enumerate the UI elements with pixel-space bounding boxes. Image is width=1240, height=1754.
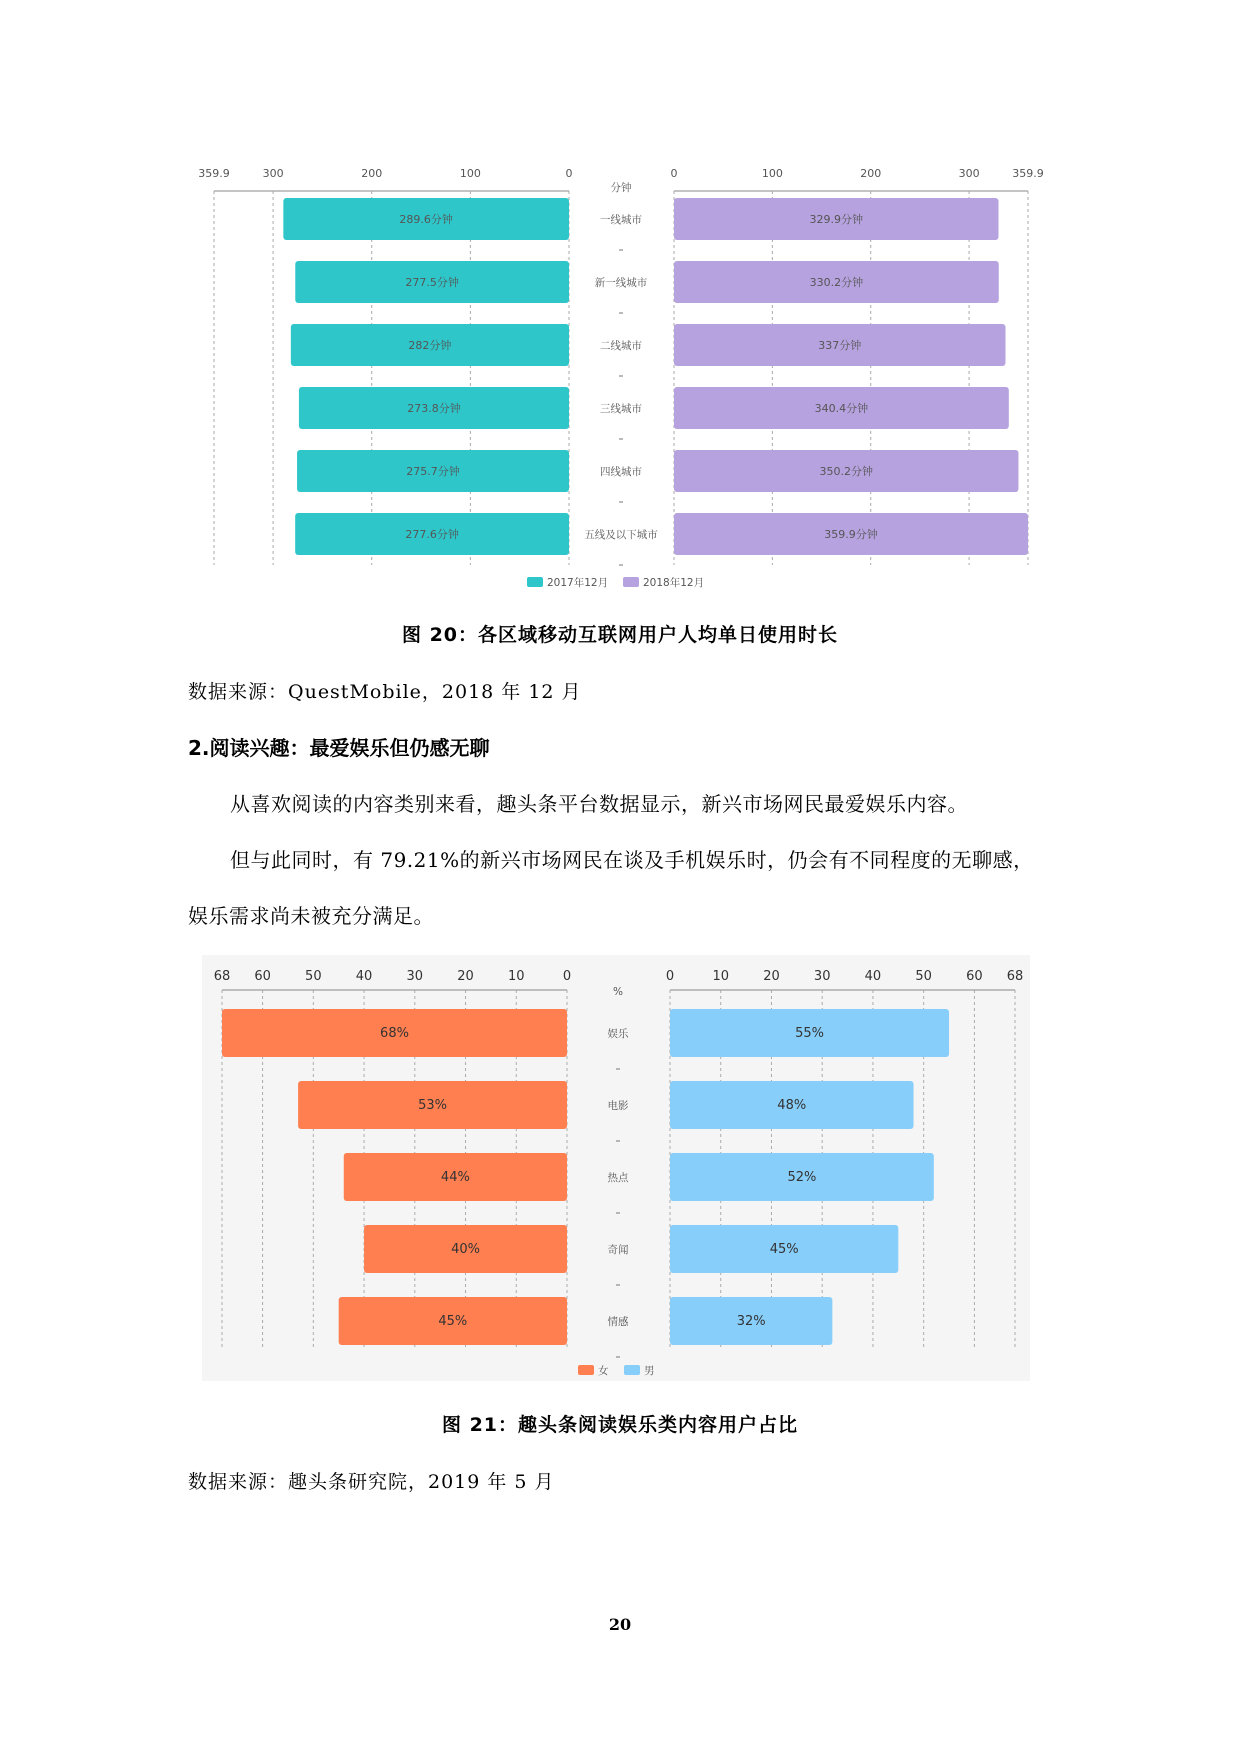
- paragraph-2-line-1: 但与此同时，有 79.21%的新兴市场网民在谈及手机娱乐时，仍会有不同程度的无聊感，: [230, 848, 1034, 872]
- tick-label-right: 40: [864, 969, 882, 984]
- legend-swatch: [623, 577, 639, 587]
- chart-usage-duration-svg: [190, 160, 1060, 600]
- chart-usage-duration: [190, 160, 1060, 600]
- tick-label-left: 30: [406, 969, 424, 984]
- bar-label-right: 359.9分钟: [824, 528, 878, 541]
- category-label: 娱乐: [607, 1028, 629, 1040]
- category-label: 新一线城市: [594, 277, 648, 289]
- paragraph-2-line-2: 娱乐需求尚未被充分满足。: [188, 904, 434, 928]
- legend-swatch: [578, 1365, 594, 1375]
- tick-label-left: 200: [361, 167, 383, 180]
- bar-label-right: 52%: [787, 1170, 817, 1185]
- fig21-source: 数据来源：趣头条研究院，2019 年 5 月: [188, 1471, 555, 1493]
- tick-label-left: 20: [457, 969, 474, 984]
- tick-label-left: 300: [262, 167, 284, 180]
- tick-label-right: 50: [915, 969, 932, 984]
- legend-swatch: [527, 577, 543, 587]
- tick-label-left: 60: [254, 969, 271, 984]
- tick-label-right: 68: [1006, 969, 1024, 984]
- bar-label-left: 40%: [451, 1242, 480, 1257]
- category-label: 热点: [607, 1172, 629, 1184]
- tick-label-right: 60: [966, 969, 983, 984]
- bar-label-right: 55%: [795, 1026, 824, 1041]
- tick-label-left: 359.9: [198, 167, 230, 180]
- bar-label-right: 330.2分钟: [809, 276, 864, 289]
- bar-label-left: 53%: [418, 1098, 448, 1113]
- bar-label-left: 44%: [440, 1170, 470, 1185]
- category-label: 四线城市: [600, 466, 642, 478]
- tick-label-right: 0: [665, 969, 675, 984]
- tick-label-left: 10: [507, 969, 525, 984]
- tick-label-right: 0: [670, 167, 678, 180]
- bar-label-right: 48%: [777, 1098, 807, 1113]
- chart-reading-interest: [202, 955, 1030, 1381]
- legend-label: 男: [644, 1365, 655, 1377]
- paragraph-1: 从喜欢阅读的内容类别来看，趣头条平台数据显示，新兴市场网民最爱娱乐内容。: [230, 792, 968, 816]
- tick-label-right: 30: [813, 969, 831, 984]
- legend-label: 2018年12月: [643, 577, 705, 589]
- tick-label-left: 0: [565, 167, 573, 180]
- category-label: 二线城市: [600, 340, 642, 352]
- category-label: 三线城市: [600, 403, 642, 415]
- tick-label-right: 10: [712, 969, 730, 984]
- bar-label-right: 337分钟: [818, 339, 862, 352]
- bar-label-left: 275.7分钟: [406, 465, 460, 478]
- legend-swatch: [624, 1365, 640, 1375]
- bar-label-right: 350.2分钟: [819, 465, 873, 478]
- bar-label-left: 45%: [438, 1314, 468, 1329]
- bar-label-left: 277.6分钟: [405, 528, 459, 541]
- bar-label-right: 32%: [736, 1314, 766, 1329]
- category-label: 情感: [607, 1316, 629, 1328]
- bar-label-right: 329.9分钟: [809, 213, 863, 226]
- fig20-caption: 图 20：各区域移动互联网用户人均单日使用时长: [401, 624, 839, 646]
- category-label: 一线城市: [600, 214, 642, 226]
- page-number: 20: [608, 1615, 632, 1634]
- legend-label: 女: [598, 1365, 609, 1377]
- category-label: 奇闻: [607, 1244, 629, 1256]
- bar-label-left: 273.8分钟: [407, 402, 461, 415]
- category-label: 五线及以下城市: [584, 529, 658, 541]
- section-heading: 2.阅读兴趣：最爱娱乐但仍感无聊: [188, 736, 490, 760]
- tick-label-right: 359.9: [1012, 167, 1044, 180]
- fig21-caption: 图 21：趣头条阅读娱乐类内容用户占比: [441, 1414, 799, 1436]
- category-label: 电影: [607, 1100, 629, 1112]
- bar-label-left: 289.6分钟: [399, 213, 453, 226]
- tick-label-right: 200: [860, 167, 882, 180]
- tick-label-left: 50: [305, 969, 322, 984]
- bar-label-right: 340.4分钟: [814, 402, 869, 415]
- tick-label-left: 68: [213, 969, 231, 984]
- tick-label-left: 0: [562, 969, 572, 984]
- tick-label-left: 40: [355, 969, 373, 984]
- bar-label-left: 277.5分钟: [405, 276, 459, 289]
- unit-label: 分钟: [610, 182, 632, 194]
- fig20-source: 数据来源：QuestMobile，2018 年 12 月: [188, 681, 582, 703]
- bar-label-left: 282分钟: [408, 339, 452, 352]
- tick-label-right: 20: [763, 969, 780, 984]
- legend-label: 2017年12月: [547, 577, 609, 589]
- unit-label: %: [613, 986, 623, 998]
- bar-label-left: 68%: [380, 1026, 409, 1041]
- tick-label-right: 100: [761, 167, 783, 180]
- tick-label-left: 100: [459, 167, 481, 180]
- bar-label-right: 45%: [769, 1242, 799, 1257]
- chart-reading-interest-svg: [202, 955, 1030, 1381]
- tick-label-right: 300: [958, 167, 980, 180]
